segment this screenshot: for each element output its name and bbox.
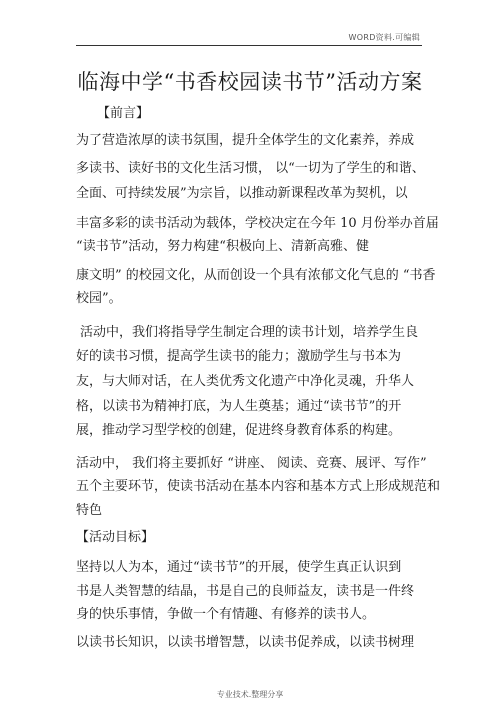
paragraph-line: 活动中，我们将指导学生制定合理的读书计划，培养学生良 (80, 325, 419, 340)
paragraph-line: 活动中， 我们将主要抓好 “讲座、 阅读、竞赛、展评、写作” (76, 456, 427, 471)
section-heading-goals: 【活动目标】 (76, 530, 155, 545)
document-title: 临海中学“书香校园读书节”活动方案 (77, 70, 423, 94)
paragraph-line: 康文明” 的校园文化，从而创设一个具有浓郁文化气息的 “书香 (76, 268, 436, 283)
header-rule (76, 45, 422, 46)
paragraph-line: 以读书长知识，以读书增智慧，以读书促养成，以读书树理 (76, 635, 415, 650)
paragraph-line: 好的读书习惯，提高学生读书的能力；激励学生与书本为 (76, 349, 402, 364)
paragraph-line: 坚持以人为本，通过“读书节”的开展，使学生真正认识到 (76, 560, 402, 575)
paragraph-line: 多读书、读好书的文化生活习惯， 以“一切为了学生的和谐、 (76, 161, 425, 176)
paragraph-line: 友，与大师对话，在人类优秀文化遗产中净化灵魂，升华人 (76, 374, 415, 389)
paragraph-line: 展，推动学习型学校的创建，促进终身教育体系的构建。 (76, 423, 402, 438)
paragraph-line: 校园”。 (76, 291, 122, 306)
paragraph-line: “读书节”活动，努力构建“积极向上、清新高雅、健 (76, 239, 369, 254)
section-heading-preface: 【前言】 (97, 106, 150, 121)
paragraph-line: 书是人类智慧的结晶，书是自己的良师益友，读书是一件终 (76, 584, 415, 599)
paragraph-line: 身的快乐事情，争做一个有情趣、有修养的读书人。 (76, 607, 376, 622)
paragraph-line: 特色 (76, 503, 103, 518)
paragraph-line: 丰富多彩的读书活动为载体，学校决定在今年 10 月份举办首届 (76, 216, 439, 231)
page-header: WORD资料.可编辑 (348, 33, 420, 42)
paragraph-line: 全面、可持续发展”为宗旨，以推动新课程改革为契机，以 (76, 186, 408, 201)
paragraph-line: 为了营造浓厚的读书氛围，提升全体学生的文化素养，养成 (76, 133, 415, 148)
paragraph-line: 格，以读书为精神打底，为人生奠基；通过“读书节”的开 (76, 399, 402, 414)
page-footer: 专业技术.整理分享 (216, 690, 284, 699)
paragraph-line: 五个主要环节，使读书活动在基本内容和基本方式上形成规范和 (76, 479, 441, 494)
